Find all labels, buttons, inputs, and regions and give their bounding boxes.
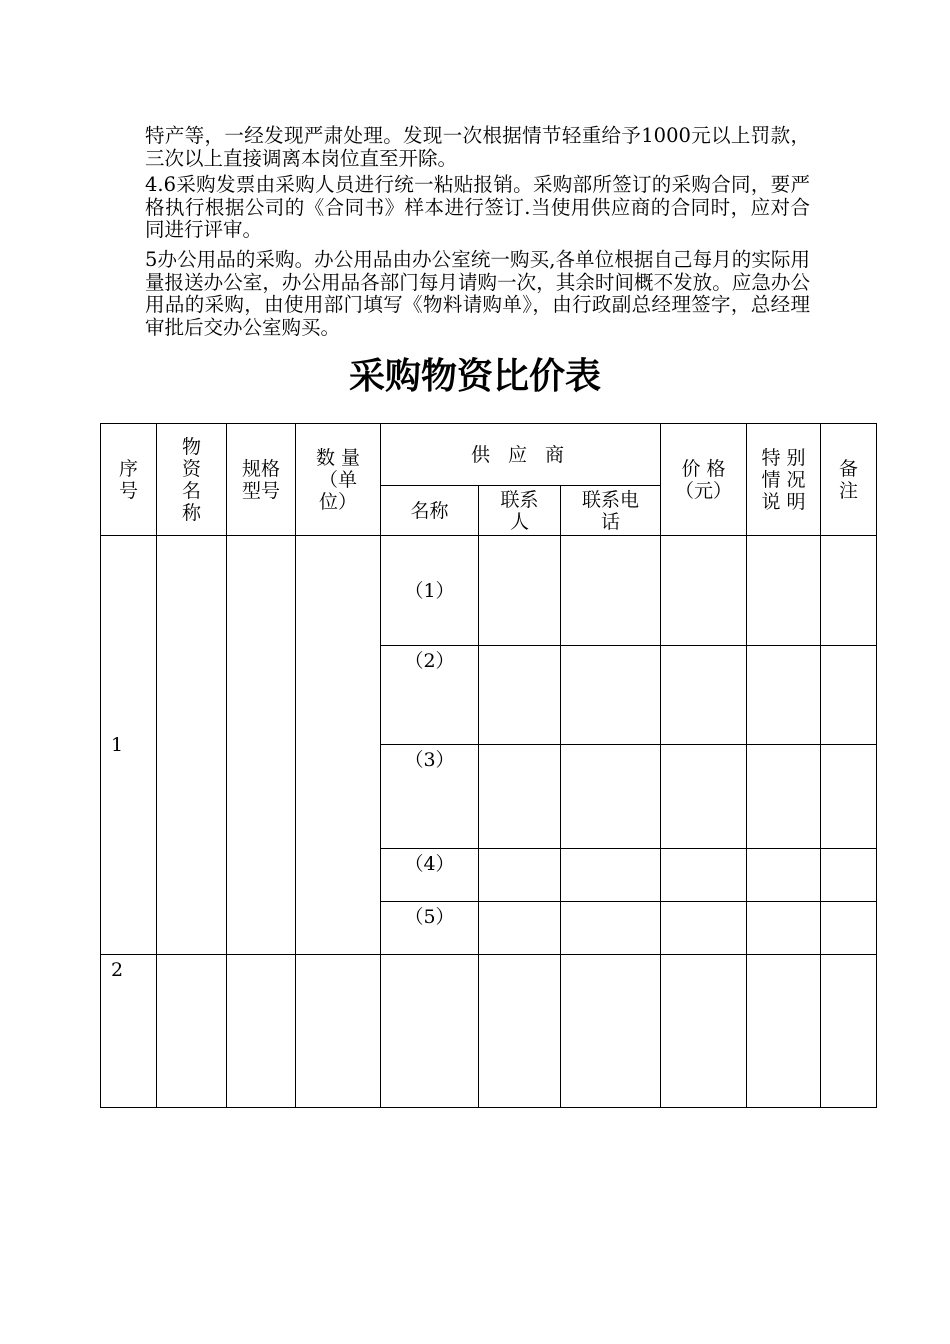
supplier-4-remarks [821,849,877,902]
row-2-contact [479,955,561,1108]
row-2-price [661,955,747,1108]
row-2-material-name [157,955,227,1108]
header-price: 价 格（元） [661,424,747,536]
supplier-2-notes [747,646,821,745]
paragraph-2: 4.6采购发票由采购人员进行统一粘贴报销。采购部所签订的采购合同，要严格执行根据公司的《合同书》样本进行签订.当使用供应商的合同时，应对合同进行评审。 [145,173,810,241]
header-quantity: 数 量（单位） [296,424,381,536]
supplier-5-notes [747,902,821,955]
row-2-remarks [821,955,877,1108]
supplier-1-contact [479,536,561,646]
table-row [101,955,877,1108]
header-special-notes: 特 别 情 况 说 明 [747,424,821,536]
supplier-5-contact [479,902,561,955]
supplier-2-contact [479,646,561,745]
paragraph-3: 5办公用品的采购。办公用品由办公室统一购买,各单位根据自己每月的实际用量报送办公室，办公用品各部门每月请购一次，其余时间概不发放。应急办公用品的采购，由使用部门填写《物料请购单》，由行政副总经理签字，总经理审批后交办公室购买。 [145,248,810,339]
table-row [101,536,877,646]
supplier-1-remarks [821,536,877,646]
header-supplier: 供 应 商 [381,424,661,486]
row-1-quantity [296,536,381,955]
header-material-name: 物资名称 [157,424,227,536]
row-1-spec-model [227,536,296,955]
supplier-3-notes [747,745,821,849]
price-comparison-table [100,423,877,1108]
supplier-1-price [661,536,747,646]
supplier-3-phone [561,745,661,849]
header-contact-phone: 联系电话 [561,486,661,536]
page-title: 采购物资比价表 [348,355,601,397]
supplier-4-phone [561,849,661,902]
row-2-quantity [296,955,381,1108]
row-1-material-name [157,536,227,955]
supplier-5-phone [561,902,661,955]
supplier-3-remarks [821,745,877,849]
row-2-notes [747,955,821,1108]
header-supplier-name: 名称 [381,486,479,536]
row-2-supplier-name [381,955,479,1108]
supplier-4-contact [479,849,561,902]
supplier-1-name: （1） [381,536,479,646]
supplier-4-name: （4） [381,849,479,902]
supplier-1-phone [561,536,661,646]
row-2-seq: 2 [101,955,157,1108]
supplier-1-notes [747,536,821,646]
row-2-phone [561,955,661,1108]
supplier-4-notes [747,849,821,902]
supplier-3-price [661,745,747,849]
header-remarks: 备注 [821,424,877,536]
row-1-seq: 1 [101,536,157,955]
row-2-spec-model [227,955,296,1108]
supplier-5-remarks [821,902,877,955]
supplier-4-price [661,849,747,902]
supplier-3-contact [479,745,561,849]
supplier-2-price [661,646,747,745]
paragraph-1: 特产等，一经发现严肃处理。发现一次根据情节轻重给予1000元以上罚款，三次以上直接调离本岗位直至开除。 [145,124,810,170]
header-seq: 序号 [101,424,157,536]
supplier-3-name: （3） [381,745,479,849]
supplier-2-name: （2） [381,646,479,745]
supplier-5-name: （5） [381,902,479,955]
header-contact-person: 联系人 [479,486,561,536]
header-spec-model: 规格型号 [227,424,296,536]
supplier-5-price [661,902,747,955]
supplier-2-remarks [821,646,877,745]
supplier-2-phone [561,646,661,745]
